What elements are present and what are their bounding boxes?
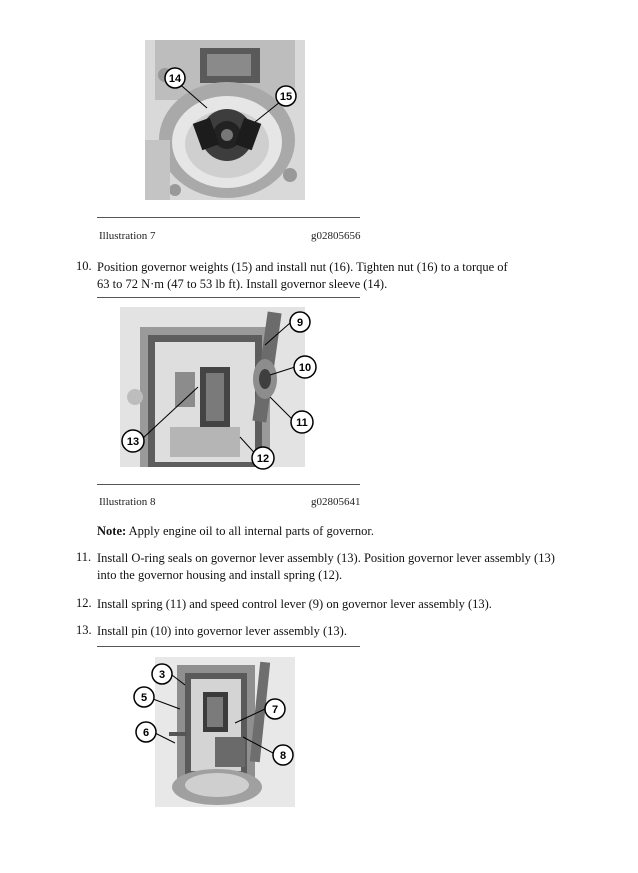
illustration-8-label: Illustration 8: [99, 496, 156, 508]
step-12-text: Install spring (11) and speed control lever (9) on governor lever assembly (13).: [97, 597, 492, 611]
step-10-text-line2: 63 to 72 N·m (47 to 53 lb ft). Install governor sleeve (14).: [97, 277, 388, 291]
illustration-7-code: g02805656: [311, 230, 361, 242]
svg-text:8: 8: [279, 750, 287, 762]
callout-13: [122, 430, 144, 452]
callout-6: [136, 722, 156, 742]
svg-text:14: 14: [168, 73, 182, 85]
svg-text:12: 12: [256, 453, 270, 465]
callout-10: [294, 356, 316, 378]
step-11-text-line1: Install O-ring seals on governor lever assembly (13). Position governor lever assembly (13): [97, 551, 555, 565]
callout-7: [265, 699, 285, 719]
illustration-7-label: Illustration 7: [99, 230, 156, 242]
section-rule: [97, 646, 360, 647]
callout-11: [291, 411, 313, 433]
callout-9: [290, 312, 310, 332]
svg-text:9: 9: [296, 317, 304, 329]
step-10-text-line1: Position governor weights (15) and install nut (16). Tighten nut (16) to a torque of: [97, 260, 508, 274]
illustration-8-code: g02805641: [311, 496, 361, 508]
svg-text:10: 10: [298, 362, 312, 374]
svg-text:15: 15: [279, 91, 293, 103]
illustration-8-callouts: [120, 307, 320, 472]
illustration-9-callouts: [125, 657, 305, 772]
step-11-text-line2: into the governor housing and install spring (12).: [97, 568, 343, 582]
note-text: Apply engine oil to all internal parts of governor.: [128, 524, 375, 538]
note-label: Note:: [97, 524, 127, 538]
note: [97, 523, 617, 540]
svg-text:7: 7: [271, 704, 279, 716]
step-13-number: 13.: [76, 623, 92, 637]
step-11-number: 11.: [76, 550, 92, 564]
callout-3: [152, 664, 172, 684]
step-13-text: Install pin (10) into governor lever assembly (13).: [97, 624, 347, 638]
step-12-number: 12.: [76, 596, 92, 610]
callout-8: [273, 745, 293, 765]
step-10-number: 10.: [76, 259, 92, 273]
callout-14: [165, 68, 185, 88]
callout-15: [276, 86, 296, 106]
svg-text:13: 13: [126, 436, 140, 448]
section-rule: [97, 297, 360, 298]
svg-text:3: 3: [158, 669, 166, 681]
caption-rule: [97, 484, 360, 485]
caption-rule: [97, 217, 360, 218]
callout-5: [134, 687, 154, 707]
illustration-7-callouts: [145, 40, 305, 200]
svg-text:5: 5: [140, 692, 148, 704]
svg-text:6: 6: [142, 727, 150, 739]
svg-text:11: 11: [296, 417, 308, 429]
callout-12: [252, 447, 274, 469]
